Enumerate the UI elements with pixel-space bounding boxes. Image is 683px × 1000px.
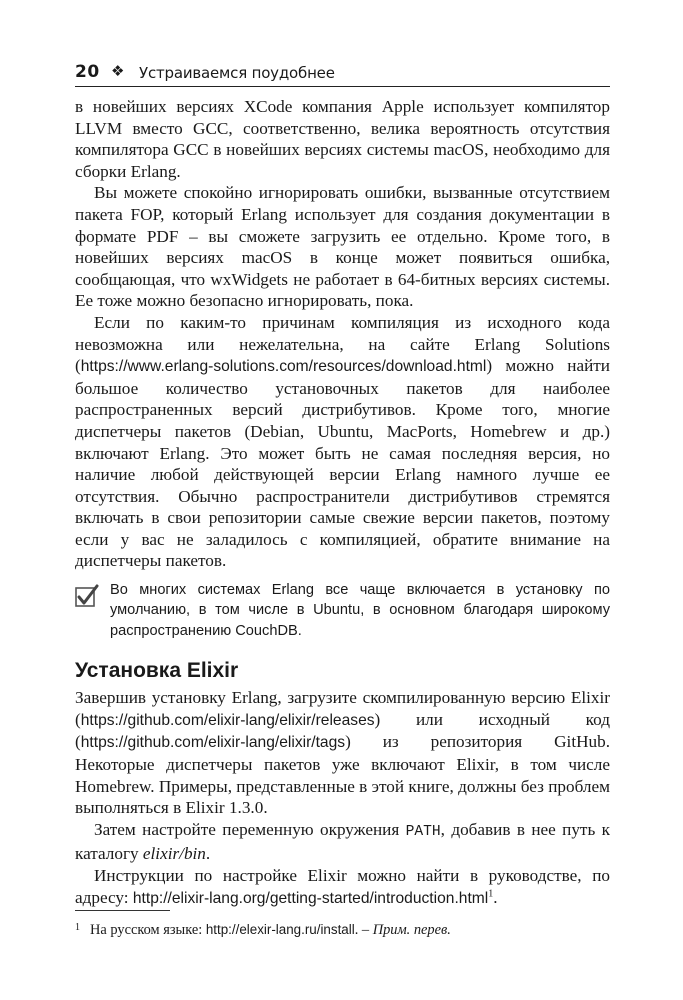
body-text (75, 96, 610, 909)
paragraph: Вы можете спокойно игнорировать ошибки, вызванные отсутствием пакета FOP, который Erlang использует для создания документации в формате PDF – вы сможете загрузить ее отдельно. Кроме того, в новейших версиях macOS в конце может появиться ошибка, сообщающая, что wxWidgets не работает в 64-битных версиях системы. Ее тоже можно безопасно игнорировать, пока. (75, 183, 610, 311)
elixir-bin-path: elixir/bin (142, 844, 206, 864)
elexir-ru-link[interactable]: http://elexir-lang.ru/install (205, 922, 355, 937)
elixir-releases-link[interactable]: https://github.com/elixir-lang/elixir/releases (80, 711, 375, 729)
footnote-text: На русском языке: (90, 922, 206, 938)
paragraph-text: ) или исходный код ( (75, 709, 610, 752)
elixir-tags-link[interactable]: https://github.com/elixir-lang/elixir/tags (80, 734, 346, 752)
erlang-solutions-link[interactable]: https://www.erlang-solutions.com/resources/download.html (80, 358, 487, 376)
paragraph (75, 687, 610, 819)
running-header (75, 58, 610, 87)
paragraph (75, 819, 610, 865)
paragraph: в новейших версиях XCode компания Apple использует компилятор LLVM вместо GCC, соответственно, велика вероятность отсутствия компилятора GCC в новейших версиях системы macOS, необходимо для сборки Erlang. (75, 97, 610, 181)
paragraph (75, 865, 610, 909)
footnote-ref[interactable]: 1 (488, 887, 494, 899)
path-variable: PATH (405, 823, 441, 840)
chapter-title: Устраиваемся поудобнее (139, 64, 335, 82)
paragraph-text: , добавив в нее путь к каталогу (75, 819, 610, 864)
paragraph-text: Затем настройте переменную окружения (94, 819, 406, 839)
paragraph-text: . (205, 844, 211, 864)
paragraph-text: ) из репозитория GitHub. Некоторые диспетчеры пакетов уже включают Elixir, в том числе Homebrew. Примеры, представленные в этой книге, должны без проблем выполняться в Elixir 1.3.0. (75, 732, 610, 818)
paragraph-text: Инструкции по настройке Elixir можно найти в руководстве, по адресу: (75, 866, 610, 907)
footnote-divider (75, 910, 170, 911)
paragraph-text: ) можно найти большое количество установочных пакетов для наиболее распространенных версий дистрибутивов. Кроме того, многие диспетчеры пакетов (Debian, Ubuntu, MacPorts, Homebrew и др.) включают Erlang. Это может быть не самая последняя версия, но наличие любой действующей версии Erlang намного лучше ее отсутствия. Обычно распространители дистрибутивов стремятся включать в свои репозитории самые свежие версии пакетов, поэтому если у вас не заладилось с компиляцией, обратите внимание на диспетчеры пакетов. (75, 356, 610, 571)
paragraph-text: . (493, 887, 498, 907)
note-box (75, 580, 610, 641)
note-text: Во многих системах Erlang все чаще включается в установку по умолчанию, в том числе в Ubuntu, в основном благодаря широкому распространению CouchDB. (110, 582, 610, 639)
book-page (75, 58, 610, 909)
translator-note: Прим. перев. (372, 922, 451, 938)
checkmark-box-icon (75, 584, 99, 608)
diamond-separator-icon: ❖ (111, 62, 125, 80)
footnote-mark: 1 (75, 922, 80, 933)
paragraph-text: Завершив установку Erlang, загрузите скомпилированную версию Elixir ( (75, 688, 610, 729)
page-number: 20 (75, 62, 100, 82)
paragraph-text: Если по каким-то причинам компиляция из исходного кода невозможна или нежелательна, на сайте Erlang Solutions ( (75, 312, 610, 376)
footnote (75, 918, 610, 940)
footnote-text: . – (354, 922, 373, 938)
section-heading: Установка Elixir (75, 659, 239, 683)
paragraph (75, 312, 610, 572)
getting-started-link[interactable]: http://elixir-lang.org/getting-started/introduction.html (132, 889, 489, 907)
